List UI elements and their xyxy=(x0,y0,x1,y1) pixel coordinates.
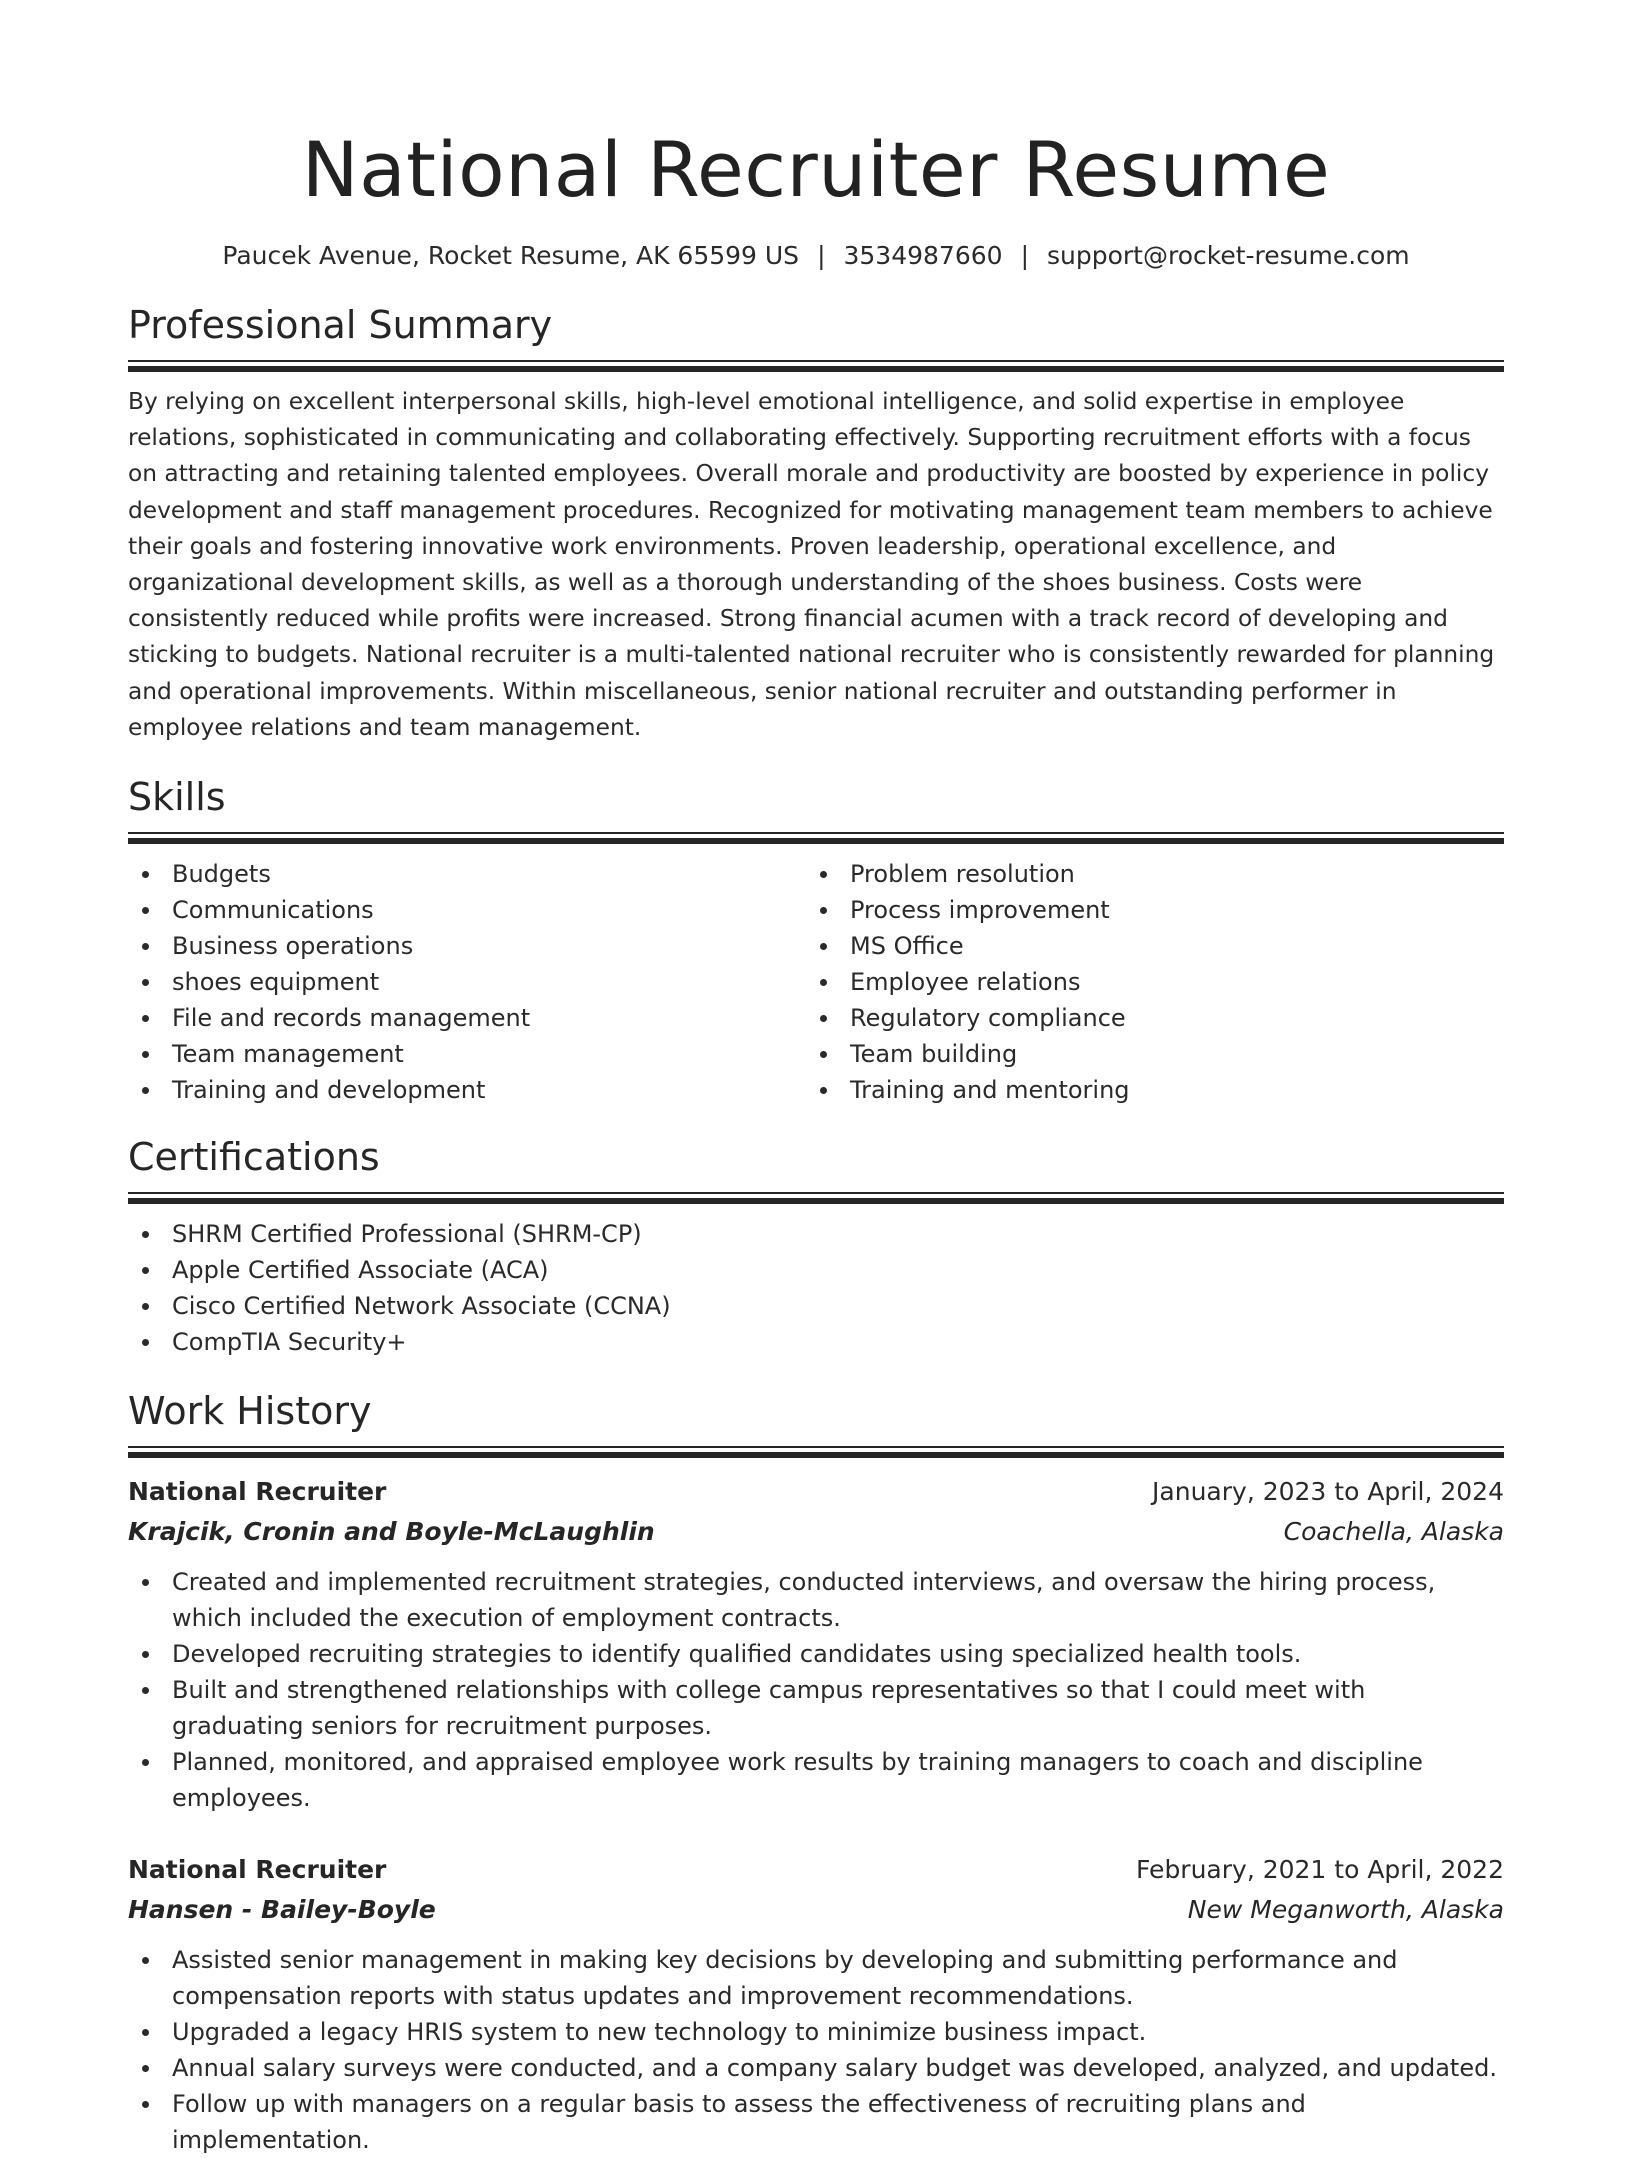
contact-separator: | xyxy=(1020,241,1029,270)
certification-item: SHRM Certified Professional (SHRM-CP) xyxy=(128,1216,1504,1252)
skill-item: Team management xyxy=(128,1036,806,1072)
job-dates: February, 2021 to April, 2022 xyxy=(1136,1855,1504,1885)
certifications-section xyxy=(128,1132,1504,1360)
certifications-list xyxy=(128,1216,1504,1360)
skill-item: Team building xyxy=(806,1036,1484,1072)
skill-item: MS Office xyxy=(806,928,1484,964)
skills-grid xyxy=(128,856,1504,1108)
job-header xyxy=(128,1850,1504,1890)
job-subheader xyxy=(128,1890,1504,1930)
job-bullet: Created and implemented recruitment strategies, conducted interviews, and oversaw the hiring process, which included the execution of employment contracts. xyxy=(128,1564,1504,1636)
certification-item: CompTIA Security+ xyxy=(128,1324,1504,1360)
contact-email[interactable]: support@rocket-resume.com xyxy=(1047,241,1410,270)
certification-item: Apple Certified Associate (ACA) xyxy=(128,1252,1504,1288)
job-bullet: Annual salary surveys were conducted, and a company salary budget was developed, analyzed, and updated. xyxy=(128,2050,1504,2086)
skills-section xyxy=(128,772,1504,1108)
skill-item: Employee relations xyxy=(806,964,1484,1000)
skill-item: Regulatory compliance xyxy=(806,1000,1484,1036)
section-divider xyxy=(128,832,1504,844)
skill-item: Communications xyxy=(128,892,806,928)
contact-address: Paucek Avenue, Rocket Resume, AK 65599 US xyxy=(222,241,800,270)
summary-text: By relying on excellent interpersonal skills, high-level emotional intelligence, and solid expertise in employee relations, sophisticated in communicating and collaborating effectively. Supporting recruitment efforts with a focus on attracting and retaining talented employees. Overall morale and productivity are boosted by experience in policy development and staff management procedures. Recognized for motivating management team members to achieve their goals and fostering innovative work environments. Proven leadership, operational excellence, and organizational development skills, as well as a thorough understanding of the shoes business. Costs were consistently reduced while profits were increased. Strong financial acumen with a track record of developing and sticking to budgets. National recruiter is a multi-talented national recruiter who is consistently rewarded for planning and operational improvements. Within miscellaneous, senior national recruiter and outstanding performer in employee relations and team management. xyxy=(128,388,1495,741)
job-subheader xyxy=(128,1512,1504,1552)
section-divider xyxy=(128,1192,1504,1204)
skill-item: Process improvement xyxy=(806,892,1484,928)
skills-heading: Skills xyxy=(128,775,226,820)
job-company: Hansen - Bailey-Boyle xyxy=(128,1895,436,1925)
job-bullet: Assisted senior management in making key decisions by developing and submitting performance and compensation reports with status updates and improvement recommendations. xyxy=(128,1942,1504,2014)
certifications-heading: Certifications xyxy=(128,1135,380,1180)
contact-line xyxy=(128,238,1504,274)
skill-item: shoes equipment xyxy=(128,964,806,1000)
section-divider xyxy=(128,1446,1504,1458)
work-history-heading: Work History xyxy=(128,1389,372,1434)
resume-title: National Recruiter Resume xyxy=(301,125,1331,214)
section-divider xyxy=(128,360,1504,372)
job-dates: January, 2023 to April, 2024 xyxy=(1152,1477,1504,1507)
skill-item: File and records management xyxy=(128,1000,806,1036)
skill-item: Training and mentoring xyxy=(806,1072,1484,1108)
job-bullet: Planned, monitored, and appraised employee work results by training managers to coach and discipline employees. xyxy=(128,1744,1504,1816)
job-company: Krajcik, Cronin and Boyle-McLaughlin xyxy=(128,1517,655,1547)
skill-item: Training and development xyxy=(128,1072,806,1108)
job-title: National Recruiter xyxy=(128,1855,387,1885)
job-location: New Meganworth, Alaska xyxy=(1187,1895,1504,1925)
job-bullet-list xyxy=(128,1564,1504,1816)
job-location: Coachella, Alaska xyxy=(1283,1517,1504,1547)
skills-list-right xyxy=(806,856,1484,1108)
summary-section xyxy=(128,300,1504,746)
skills-list-left xyxy=(128,856,806,1108)
skill-item: Problem resolution xyxy=(806,856,1484,892)
certification-item: Cisco Certified Network Associate (CCNA) xyxy=(128,1288,1504,1324)
job-header xyxy=(128,1472,1504,1512)
job-bullet: Upgraded a legacy HRIS system to new technology to minimize business impact. xyxy=(128,2014,1504,2050)
job-bullet-list xyxy=(128,1942,1504,2158)
job-bullet: Built and strengthened relationships with college campus representatives so that I could meet with graduating seniors for recruitment purposes. xyxy=(128,1672,1504,1744)
skill-item: Business operations xyxy=(128,928,806,964)
job-bullet: Developed recruiting strategies to identify qualified candidates using specialized health tools. xyxy=(128,1636,1504,1672)
contact-separator: | xyxy=(817,241,826,270)
job-title: National Recruiter xyxy=(128,1477,387,1507)
job-bullet: Follow up with managers on a regular basis to assess the effectiveness of recruiting plans and implementation. xyxy=(128,2086,1504,2158)
job-entry xyxy=(128,1472,1504,1816)
summary-heading: Professional Summary xyxy=(128,303,553,347)
work-history-section xyxy=(128,1386,1504,2158)
contact-phone: 3534987660 xyxy=(843,241,1003,270)
skill-item: Budgets xyxy=(128,856,806,892)
